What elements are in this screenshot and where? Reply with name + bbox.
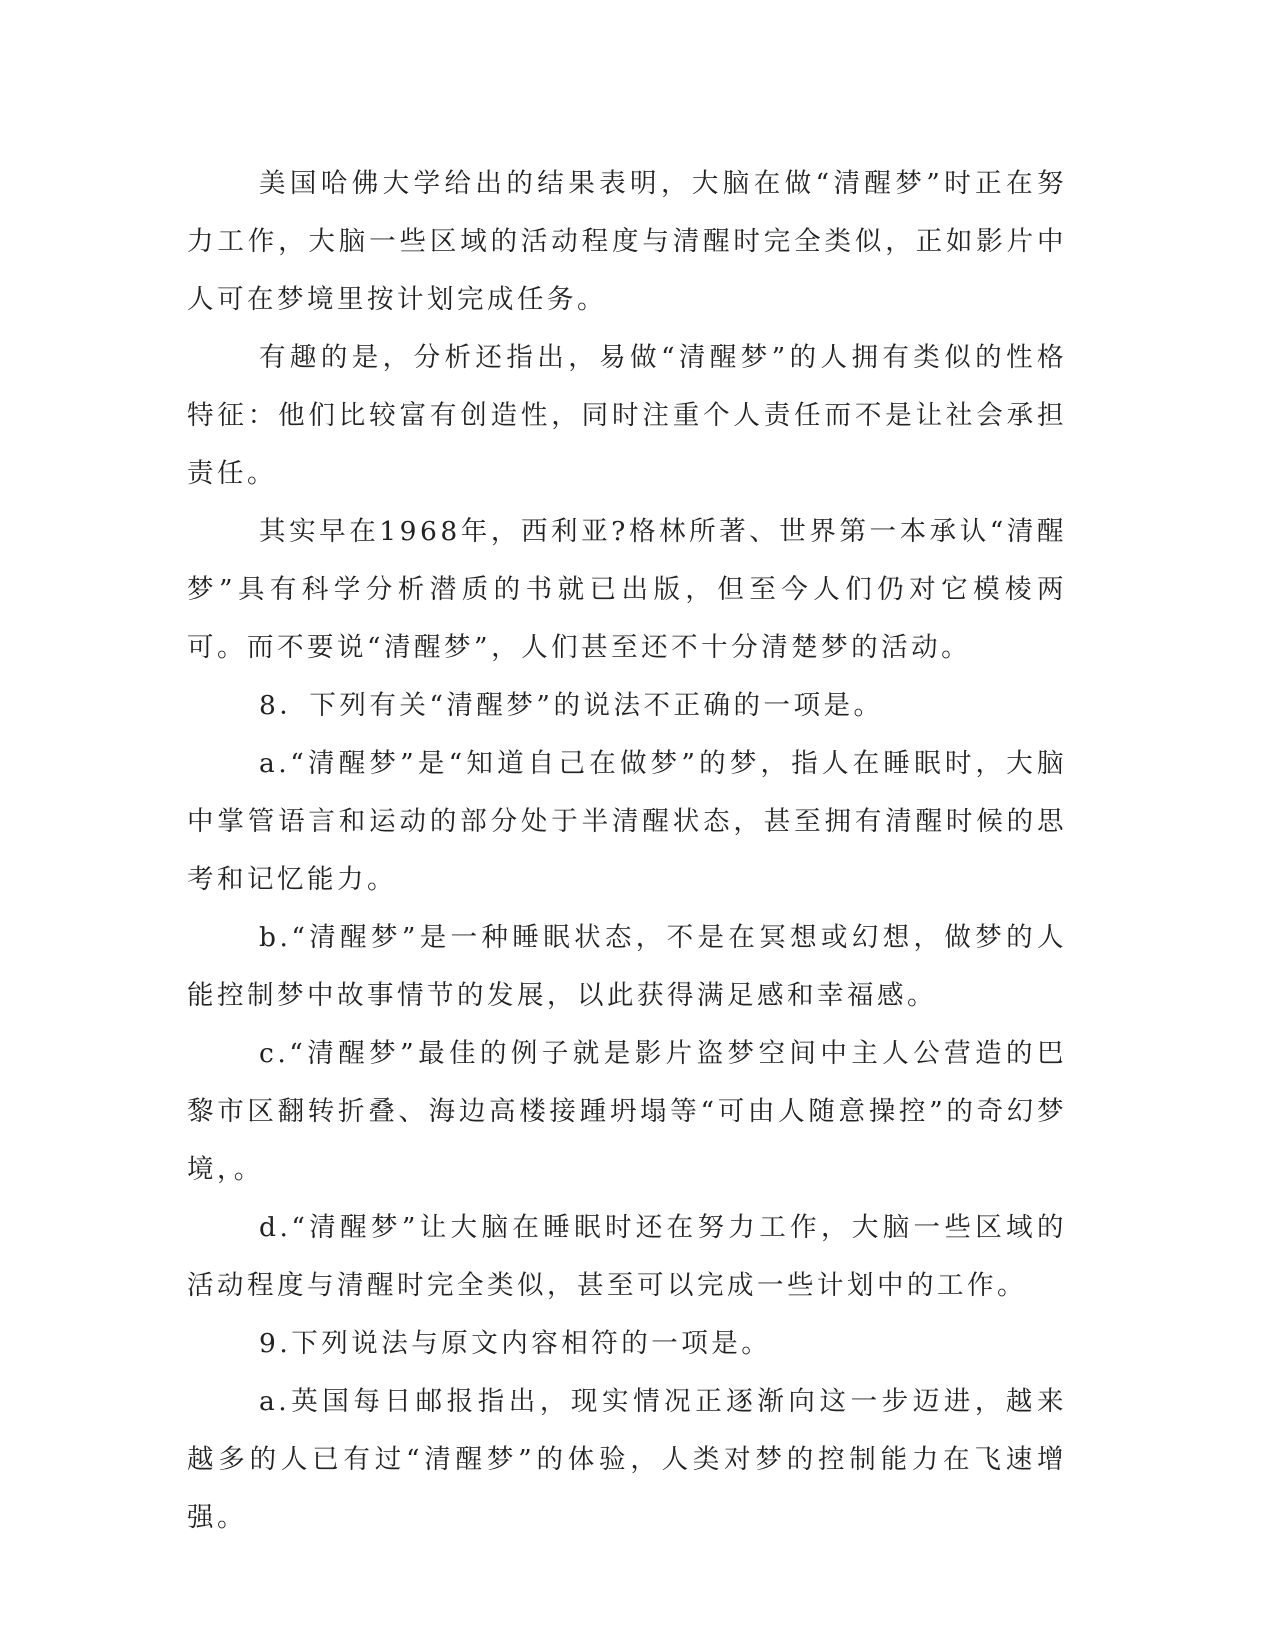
question-9-option-a: a.英国每日邮报指出，现实情况正逐渐向这一步迈进，越来越多的人已有过“清醒梦”的体验，人类对梦的控制能力在飞速增强。: [187, 1386, 1067, 1533]
paragraph-personality-traits: 有趣的是，分析还指出，易做“清醒梦”的人拥有类似的性格特征：他们比较富有创造性，同时注重个人责任而不是让社会承担责任。: [187, 342, 1067, 489]
question-8-option-d: d.“清醒梦”让大脑在睡眠时还在努力工作，大脑一些区域的活动程度与清醒时完全类似，甚至可以完成一些计划中的工作。: [187, 1212, 1067, 1301]
question-8-option-a: a.“清醒梦”是“知道自己在做梦”的梦，指人在睡眠时，大脑中掌管语言和运动的部分处于半清醒状态，甚至拥有清醒时候的思考和记忆能力。: [187, 748, 1067, 895]
question-9: 9.下列说法与原文内容相符的一项是。: [259, 1328, 772, 1359]
question-8-option-b: b.“清醒梦”是一种睡眠状态，不是在冥想或幻想，做梦的人能控制梦中故事情节的发展，以此获得满足感和幸福感。: [187, 922, 1067, 1011]
paragraph-harvard-result: 美国哈佛大学给出的结果表明，大脑在做“清醒梦”时正在努力工作，大脑一些区域的活动程度与清醒时完全类似，正如影片中人可在梦境里按计划完成任务。: [187, 168, 1067, 315]
document-body: [187, 155, 1067, 1547]
paragraph-1968-book: 其实早在1968年，西利亚?格林所著、世界第一本承认“清醒梦”具有科学分析潜质的书就已出版，但至今人们仍对它模棱两可。而不要说“清醒梦”，人们甚至还不十分清楚梦的活动。: [187, 516, 1067, 663]
question-8: 8．下列有关“清醒梦”的说法不正确的一项是。: [259, 690, 884, 721]
question-8-option-c: c.“清醒梦”最佳的例子就是影片盗梦空间中主人公营造的巴黎市区翻转折叠、海边高楼接踵坍塌等“可由人随意操控”的奇幻梦境，。: [187, 1038, 1067, 1185]
